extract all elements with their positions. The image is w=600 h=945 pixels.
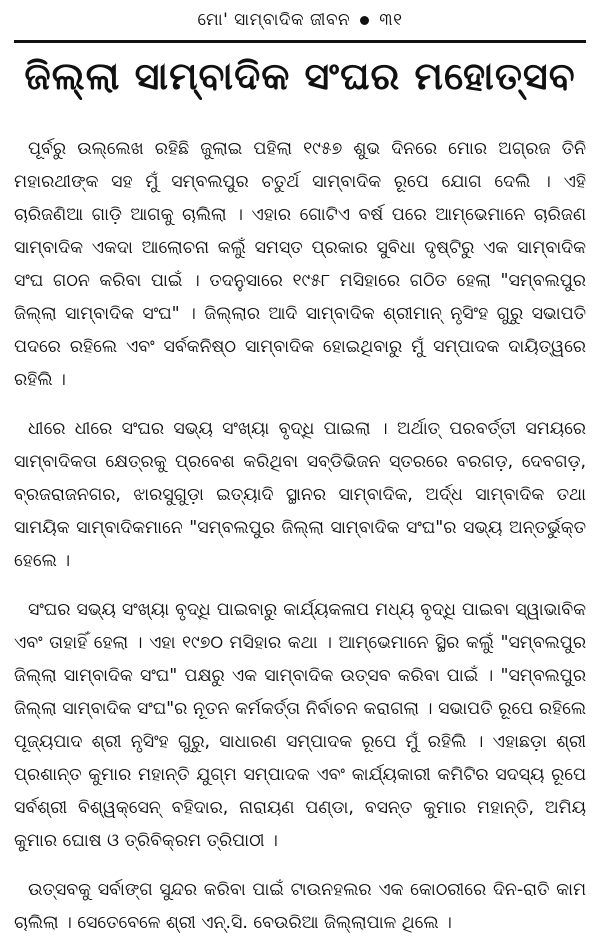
paragraph: ସଂଘର ସଭ୍ୟ ସଂଖ୍ୟା ବୃଦ୍ଧି ପାଇବାରୁ କାର୍ଯ୍ୟକଳାପ ମଧ୍ୟ ବୃଦ୍ଧି ପାଇବା ସ୍ୱାଭାବିକ ଏବଂ ତାହାହିଁ ହେଲା । ଏହା ୧୯୭୦ ମସିହାର କଥା । ଆମ୍ଭେମାନେ ସ୍ଥିର କଲୁଁ "ସମ୍ବଲପୁର ଜିଲ୍ଲା ସାମ୍ବାଦିକ ସଂଘ" ପକ୍ଷରୁ ଏକ ସାମ୍ବାଦିକ ଉତ୍ସବ କରିବା ପାଇଁ । "ସମ୍ବଲପୁର ଜିଲ୍ଲା ସାମ୍ବାଦିକ ସଂଘ"ର ନୂତନ କର୍ମକର୍ତ୍ତା ନିର୍ବାଚନ କରାଗଲା । ସଭାପତି ରୂପେ ରହିଲେ ପୂଜ୍ୟପାଦ ଶ୍ରୀ ନୃସିଂହ ଗୁରୁ, ସାଧାରଣ ସମ୍ପାଦକ ରୂପେ ମୁଁ ରହିଲି । ଏହାଛଡ଼ା ଶ୍ରୀ ପ୍ରଶାନ୍ତ କୁମାର ମହାନ୍ତି ଯୁଗ୍ମ ସମ୍ପାଦକ ଏବଂ କାର୍ଯ୍ୟକାରୀ କମିଟିର ସଦସ୍ୟ ରୂପେ ସର୍ବଶ୍ରୀ ବିଶ୍ୱକ୍ସେନ୍ ବହିଦାର, ନାରାୟଣ ପଣ୍ଡା, ବସନ୍ତ କୁମାର ମହାନ୍ତି, ଅମିୟ କୁମାର ଘୋଷ ଓ ତ୍ରିବିକ୍ରମ ତ୍ରିପାଠୀ । xyxy=(14,599,586,851)
header-rule xyxy=(14,40,586,43)
bullet-separator-icon xyxy=(360,16,369,25)
paragraph: ପୂର୍ବରୁ ଉଲ୍ଲେଖ ରହିଛି ଜୁଲାଇ ପହିଲା ୧୯୫୭ ଶୁଭ ଦିନରେ ମୋର ଅଗ୍ରଜ ତିନି ମହାରଥୀଙ୍କ ସହ ମୁଁ ସମ୍ବଲପୁର ଚତୁର୍ଥ ସାମ୍ବାଦିକ ରୂପେ ଯୋଗ ଦେଲି । ଏହି ଚାରିଜଣିଆ ଗାଡ଼ି ଆଗକୁ ଚାଲିଲା । ଏହାର ଗୋଟିଏ ବର୍ଷ ପରେ ଆମ୍ଭେମାନେ ଚାରିଜଣ ସାମ୍ବାଦିକ ଏକଦା ଆଲୋଚନା କଲୁଁ ସମସ୍ତ ପ୍ରକାର ସୁବିଧା ଦୃଷ୍ଟିରୁ ଏକ ସାମ୍ବାଦିକ ସଂଘ ଗଠନ କରିବା ପାଇଁ । ତଦନୁସାରେ ୧୯୫୮ ମସିହାରେ ଗଠିତ ହେଲା "ସମ୍ବଲପୁର ଜିଲ୍ଲା ସାମ୍ବାଦିକ ସଂଘ" । ଜିଲ୍ଲାର ଆଦି ସାମ୍ବାଦିକ ଶ୍ରୀମାନ୍ ନୃସିଂହ ଗୁରୁ ସଭାପତି ପଦରେ ରହିଲେ ଏବଂ ସର୍ବକନିଷ୍ଠ ସାମ୍ବାଦିକ ହୋଇଥିବାରୁ ମୁଁ ସମ୍ପାଦକ ଦାୟିତ୍ୱରେ ରହିଲି । xyxy=(14,138,586,390)
page-number: ୩୧ xyxy=(379,10,403,30)
paragraph: ଉତ୍ସବକୁ ସର୍ବାଙ୍ଗ ସୁନ୍ଦର କରିବା ପାଇଁ ଟାଉନହଲର ଏକ କୋଠରୀରେ ଦିନ-ରାତି କାମ ଚାଲିଲା । ସେତେବେଳେ ଶ୍ରୀ ଏନ୍.ସି. ବେଉରିଆ ଜିଲ୍ଲାପାଳ ଥିଲେ । xyxy=(14,879,586,933)
book-title: ମୋ' ସାମ୍ବାଦିକ ଜୀବନ xyxy=(197,10,351,30)
body-text xyxy=(14,133,586,940)
running-header xyxy=(14,0,586,40)
paragraph: ଧୀରେ ଧୀରେ ସଂଘର ସଭ୍ୟ ସଂଖ୍ୟା ବୃଦ୍ଧି ପାଇଲା । ଅର୍ଥାତ୍ ପରବର୍ତ୍ତୀ ସମୟରେ ସାମ୍ବାଦିକତା କ୍ଷେତ୍ରକୁ ପ୍ରବେଶ କରିଥିବା ସବ୍‌ଡିଭିଜନ ସ୍ତରରେ ବରଗଡ଼, ଦେବଗଡ଼, ବ୍ରଜରାଜନଗର, ଝାରସୁଗୁଡ଼ା ଇତ୍ୟାଦି ସ୍ଥାନର ସାମ୍ବାଦିକ, ଅର୍ଦ୍ଧ ସାମ୍ବାଦିକ ତଥା ସାମୟିକ ସାମ୍ବାଦିକମାନେ "ସମ୍ବଲପୁର ଜିଲ୍ଲା ସାମ୍ବାଦିକ ସଂଘ"ର ସଭ୍ୟ ଅନ୍ତର୍ଭୁକ୍ତ ହେଲେ । xyxy=(14,418,586,571)
chapter-title: ଜିଲ୍ଲା ସାମ୍ବାଦିକ ସଂଘର ମହୋତ୍ସବ xyxy=(24,54,576,98)
